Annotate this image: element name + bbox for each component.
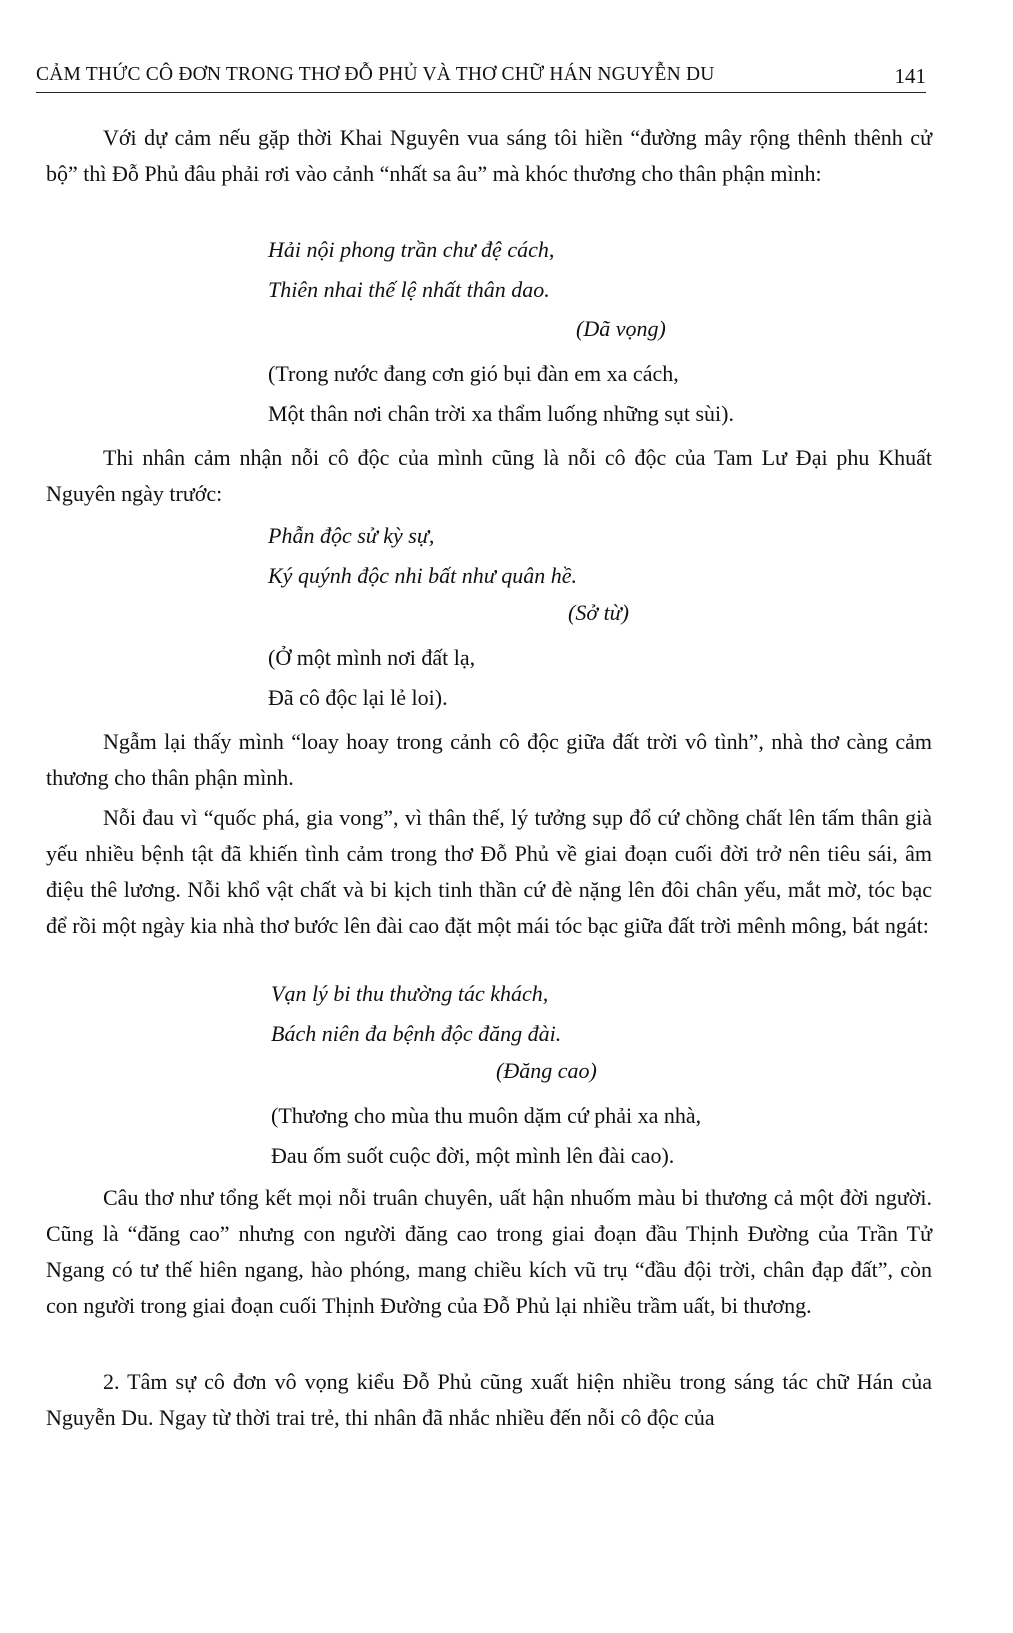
paragraph-4: Nỗi đau vì “quốc phá, gia vong”, vì thân thế, lý tưởng sụp đổ cứ chồng chất lên tấm thân già yếu nhiều bệnh tật đã khiến tình cảm trong thơ Đỗ Phủ về giai đoạn cuối đời trở nên tiêu sái, âm điệu thê lương. Nỗi khổ vật chất và bi kịch tinh thần cứ đè nặng lên đôi chân yếu, mắt mờ, tóc bạc để rồi một ngày kia nhà thơ bước lên đài cao đặt một mái tóc bạc giữa đất trời mênh mông, bát ngát:: [46, 805, 932, 938]
running-header: [36, 62, 926, 93]
paragraph-5: Câu thơ như tổng kết mọi nỗi truân chuyên, uất hận nhuốm màu bi thương cả một đời người. Cũng là “đăng cao” nhưng con người đăng cao trong giai đoạn đầu Thịnh Đường của Trần Tử Ngang có tư thế hiên ngang, hào phóng, mang chiều kích vũ trụ “đầu đội trời, chân đạp đất”, còn con người trong giai đoạn cuối Thịnh Đường của Đỗ Phủ lại nhiều trầm uất, bi thương.: [46, 1185, 932, 1318]
poem-3-translation-1: (Thương cho mùa thu muôn dặm cứ phải xa nhà,: [271, 1103, 702, 1128]
paragraph-6: 2. Tâm sự cô đơn vô vọng kiểu Đỗ Phủ cũng xuất hiện nhiều trong sáng tác chữ Hán của Nguyễn Du. Ngay từ thời trai trẻ, thi nhân đã nhắc nhiều đến nỗi cô độc của: [46, 1369, 932, 1430]
poem-2-source: (Sở từ): [568, 600, 630, 625]
poem-3-source: (Đăng cao): [496, 1058, 597, 1083]
poem-1-line-1: Hải nội phong trần chư đệ cách,: [268, 237, 555, 262]
poem-1-source: (Dã vọng): [576, 316, 666, 341]
poem-1-line-2: Thiên nhai thế lệ nhất thân dao.: [268, 277, 550, 302]
paragraph-1: Với dự cảm nếu gặp thời Khai Nguyên vua sáng tôi hiền “đường mây rộng thênh thênh cử bộ” thì Đỗ Phủ đâu phải rơi vào cảnh “nhất sa âu” mà khóc thương cho thân phận mình:: [46, 125, 932, 186]
poem-3-line-1: Vạn lý bi thu thường tác khách,: [271, 981, 549, 1006]
poem-2-translation-2: Đã cô độc lại lẻ loi).: [268, 685, 448, 710]
page-number: 141: [894, 64, 926, 88]
poem-3-line-2: Bách niên đa bệnh độc đăng đài.: [271, 1021, 562, 1046]
poem-2-line-1: Phẫn độc sử kỳ sự,: [268, 523, 435, 548]
paragraph-3: Ngẫm lại thấy mình “loay hoay trong cảnh cô độc giữa đất trời vô tình”, nhà thơ càng cảm thương cho thân phận mình.: [46, 729, 932, 790]
poem-1-translation-1: (Trong nước đang cơn gió bụi đàn em xa cách,: [268, 361, 679, 386]
poem-2-line-2: Ký quýnh độc nhi bất như quân hề.: [268, 563, 577, 588]
poem-3-translation-2: Đau ốm suốt cuộc đời, một mình lên đài cao).: [271, 1143, 675, 1168]
paragraph-2: Thi nhân cảm nhận nỗi cô độc của mình cũng là nỗi cô độc của Tam Lư Đại phu Khuất Nguyên ngày trước:: [46, 445, 932, 506]
poem-2-translation-1: (Ở một mình nơi đất lạ,: [268, 645, 476, 670]
poem-1-translation-2: Một thân nơi chân trời xa thẩm luống những sụt sùi).: [268, 401, 734, 426]
running-title: CẢM THỨC CÔ ĐƠN TRONG THƠ ĐỖ PHỦ VÀ THƠ CHỮ HÁN NGUYỄN DU: [36, 64, 715, 85]
